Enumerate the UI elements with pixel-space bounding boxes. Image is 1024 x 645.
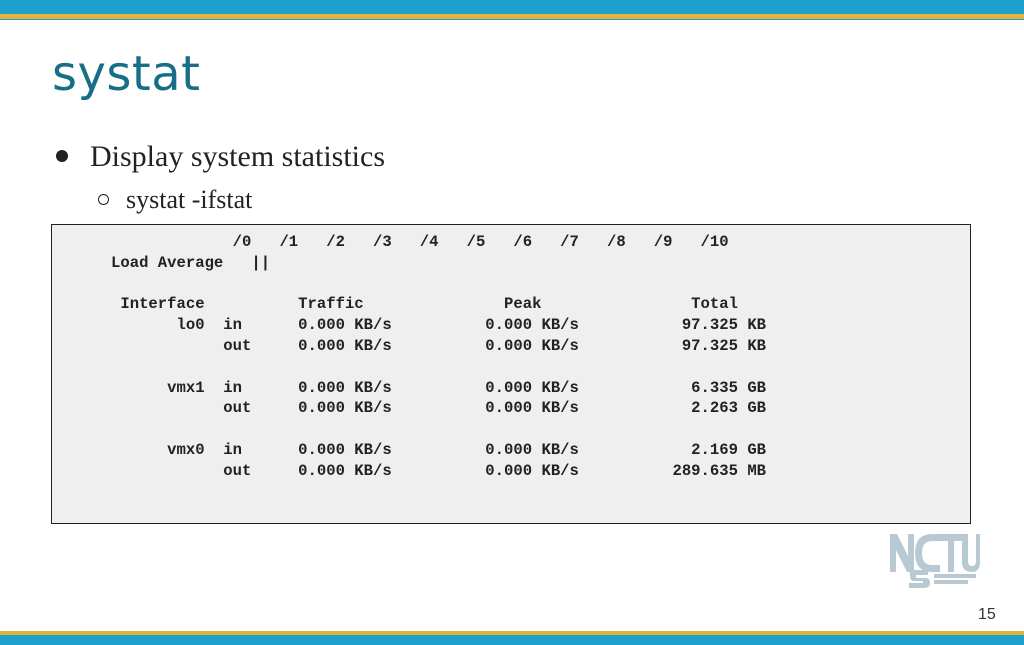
nctu-cs-logo-icon	[888, 528, 980, 588]
terminal-line: out 0.000 KB/s 0.000 KB/s 97.325 KB	[111, 336, 767, 355]
bullet-level-1	[56, 140, 385, 174]
bullet-level-2	[98, 185, 252, 215]
terminal-line: vmx0 in 0.000 KB/s 0.000 KB/s 2.169 GB	[111, 440, 767, 459]
bullet-2-text: systat -ifstat	[126, 185, 253, 214]
top-gold-stripe	[0, 14, 1024, 19]
terminal-output	[51, 224, 971, 524]
bullet-dot-icon	[56, 150, 68, 162]
terminal-text	[111, 232, 766, 482]
terminal-line: Interface Traffic Peak Total	[111, 295, 738, 314]
terminal-line: lo0 in 0.000 KB/s 0.000 KB/s 97.325 KB	[111, 316, 767, 335]
page-number: 15	[978, 606, 996, 623]
bottom-gold-stripe	[0, 631, 1024, 635]
terminal-line: vmx1 in 0.000 KB/s 0.000 KB/s 6.335 GB	[111, 378, 767, 397]
terminal-line: /0 /1 /2 /3 /4 /5 /6 /7 /8 /9 /10	[111, 233, 729, 251]
terminal-line: out 0.000 KB/s 0.000 KB/s 289.635 MB	[111, 461, 767, 480]
bullet-1-text: Display system statistics	[90, 140, 385, 173]
terminal-line: Load Average ||	[111, 253, 271, 272]
slide-title: systat	[52, 46, 201, 102]
terminal-line: out 0.000 KB/s 0.000 KB/s 2.263 GB	[111, 399, 767, 418]
bullet-circle-icon	[98, 194, 109, 205]
